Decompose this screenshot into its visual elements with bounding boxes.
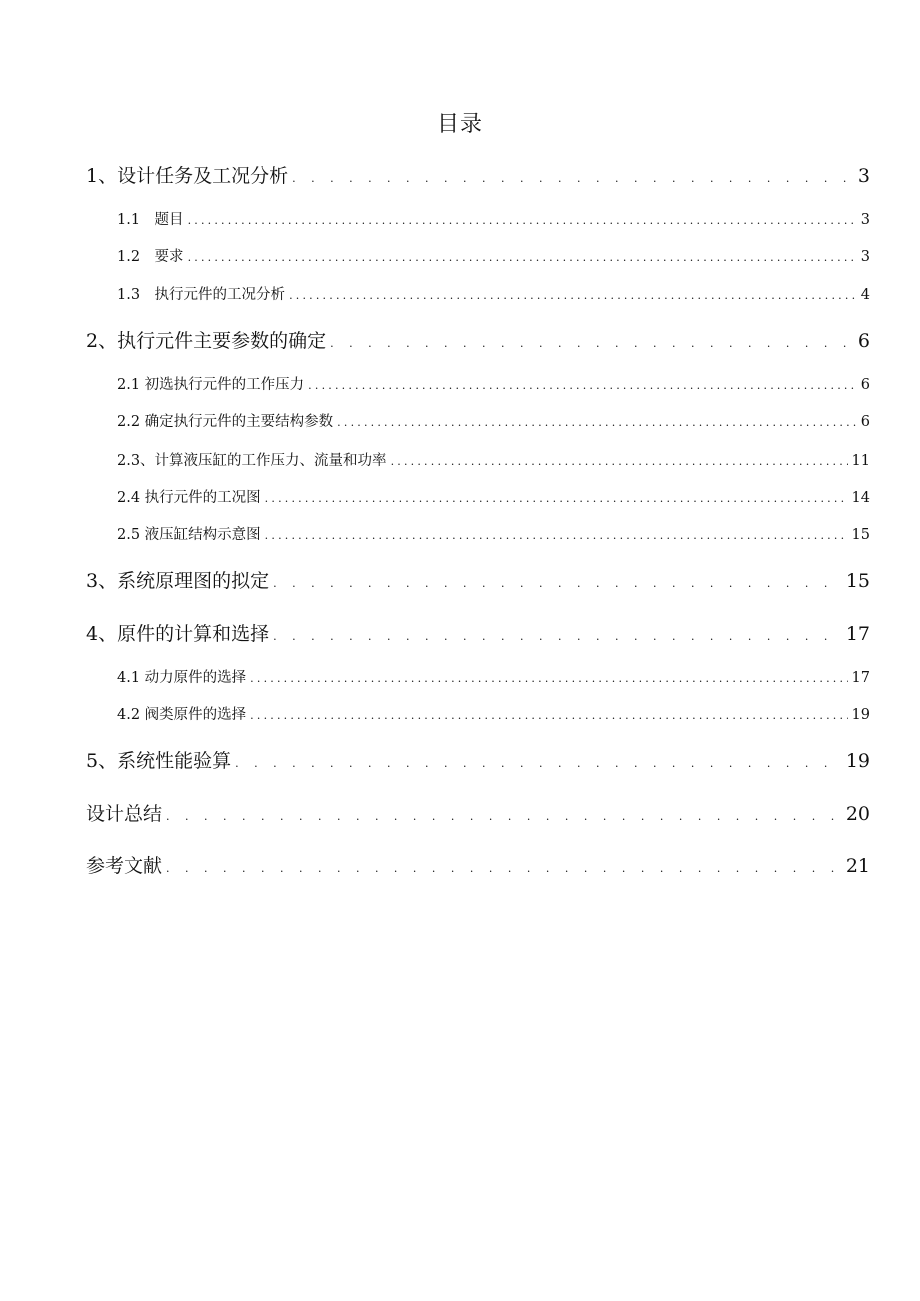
toc-entry-label: 4.2 阀类原件的选择 [117,707,247,723]
toc-page-number: 20 [845,803,870,825]
toc-entry[interactable] [117,703,870,724]
toc-entry-label: 4.1 动力原件的选择 [117,670,247,686]
toc-entry[interactable] [117,208,870,229]
toc-page-number: 15 [845,570,870,592]
toc-leader [235,750,842,772]
toc-entry-label: 1.3 执行元件的工况分析 [117,287,286,303]
toc-entry[interactable] [117,373,870,394]
toc-leader [391,453,848,469]
toc-entry[interactable] [86,326,870,353]
toc-page-number: 14 [851,490,870,506]
toc-entry-label: 参考文献 [86,855,163,877]
toc-entry[interactable] [86,161,870,188]
toc-page-number: 17 [845,623,870,645]
toc-leader [337,414,857,430]
toc-entry-label: 1.1 题目 [117,212,184,228]
toc-leader [273,623,842,645]
toc-entry[interactable] [117,486,870,507]
toc-leader [250,670,847,686]
toc-entry[interactable] [117,283,870,304]
toc-page-number: 6 [860,414,870,430]
toc-entry[interactable] [86,566,870,593]
toc-leader [188,212,857,228]
toc-entry-label: 设计总结 [86,803,163,825]
toc-entry[interactable] [86,746,870,773]
toc-entry[interactable] [117,523,870,544]
toc-page-number: 4 [860,287,870,303]
toc-leader [265,527,848,543]
toc-entry[interactable] [86,851,870,878]
toc-leader [166,803,842,825]
toc-leader [188,249,857,265]
toc-leader [265,490,848,506]
toc-entry[interactable] [117,245,870,266]
toc-entry[interactable] [86,619,870,646]
toc-entry[interactable] [86,799,870,826]
toc-page-number: 15 [851,527,870,543]
toc-page-number: 6 [857,330,870,352]
toc-entry-label: 2.5 液压缸结构示意图 [117,527,261,543]
toc-entry[interactable] [117,449,870,470]
toc-leader [250,707,847,723]
toc-leader [273,570,842,592]
toc-entry-label: 3、系统原理图的拟定 [86,570,270,592]
toc-page-number: 6 [860,377,870,393]
toc-entry-label: 2.2 确定执行元件的主要结构参数 [117,414,334,430]
toc-entry-label: 5、系统性能验算 [86,750,232,772]
toc-leader [330,330,854,352]
toc-leader [292,165,854,187]
toc-page-number: 3 [857,165,870,187]
toc-page-number: 19 [851,707,870,723]
toc-entry-label: 4、原件的计算和选择 [86,623,270,645]
toc-entry[interactable] [117,666,870,687]
toc-title: 目录 [436,112,483,137]
toc-leader [166,855,842,877]
toc-page-number: 17 [851,670,870,686]
toc-entry-label: 1、设计任务及工况分析 [86,165,289,187]
toc-page-number: 3 [860,212,870,228]
toc-entry-label: 1.2 要求 [117,249,184,265]
toc-entry[interactable] [117,410,870,431]
toc-entry-label: 2.3、计算液压缸的工作压力、流量和功率 [117,453,387,469]
toc-page-number: 19 [845,750,870,772]
toc-entry-label: 2.4 执行元件的工况图 [117,490,261,506]
toc-entry-label: 2、执行元件主要参数的确定 [86,330,327,352]
toc-page-number: 3 [860,249,870,265]
toc-leader [308,377,857,393]
toc-entry-label: 2.1 初选执行元件的工作压力 [117,377,305,393]
toc-leader [289,287,857,303]
toc-page-number: 21 [845,855,870,877]
toc-page-number: 11 [851,453,870,469]
